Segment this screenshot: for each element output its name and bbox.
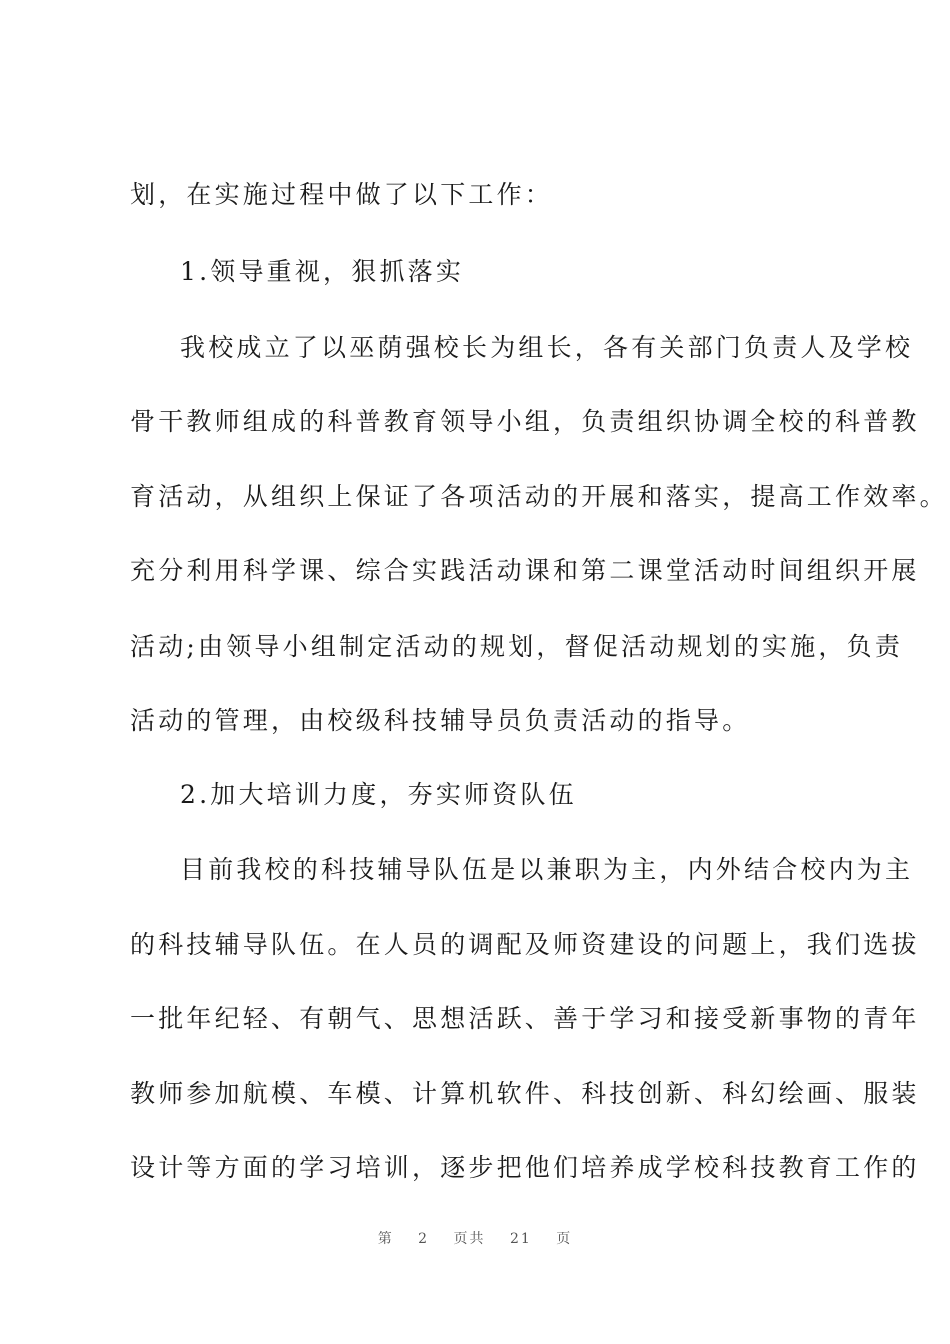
section-heading: 1.领导重视，狠抓落实	[180, 257, 465, 286]
page-footer	[0, 1228, 950, 1248]
paragraph-line: 教师参加航模、车模、计算机软件、科技创新、科幻绘画、服装	[130, 1079, 920, 1108]
footer-prefix: 第	[377, 1231, 394, 1247]
paragraph-line: 育活动，从组织上保证了各项活动的开展和落实，提高工作效率。	[130, 482, 948, 511]
paragraph-line: 活动的管理，由校级科技辅导员负责活动的指导。	[130, 706, 751, 735]
paragraph-line: 充分利用科学课、综合实践活动课和第二课堂活动时间组织开展	[130, 556, 920, 585]
footer-suffix: 页	[556, 1231, 573, 1247]
footer-page-number: 2	[418, 1231, 430, 1247]
footer-total-pages: 21	[510, 1231, 532, 1247]
footer-middle: 页共	[453, 1231, 486, 1247]
paragraph-line: 一批年纪轻、有朝气、思想活跃、善于学习和接受新事物的青年	[130, 1004, 920, 1033]
paragraph-line: 设计等方面的学习培训，逐步把他们培养成学校科技教育工作的	[130, 1153, 920, 1182]
paragraph-line: 划，在实施过程中做了以下工作：	[130, 180, 554, 209]
paragraph-line: 的科技辅导队伍。在人员的调配及师资建设的问题上，我们选拔	[130, 930, 920, 959]
paragraph-line: 骨干教师组成的科普教育领导小组，负责组织协调全校的科普教	[130, 407, 920, 436]
paragraph-line: 我校成立了以巫荫强校长为组长，各有关部门负责人及学校	[180, 333, 914, 362]
paragraph-line: 目前我校的科技辅导队伍是以兼职为主，内外结合校内为主	[180, 855, 914, 884]
paragraph-line: 活动;由领导小组制定活动的规划，督促活动规划的实施，负责	[130, 632, 904, 661]
section-heading: 2.加大培训力度，夯实师资队伍	[180, 780, 577, 809]
